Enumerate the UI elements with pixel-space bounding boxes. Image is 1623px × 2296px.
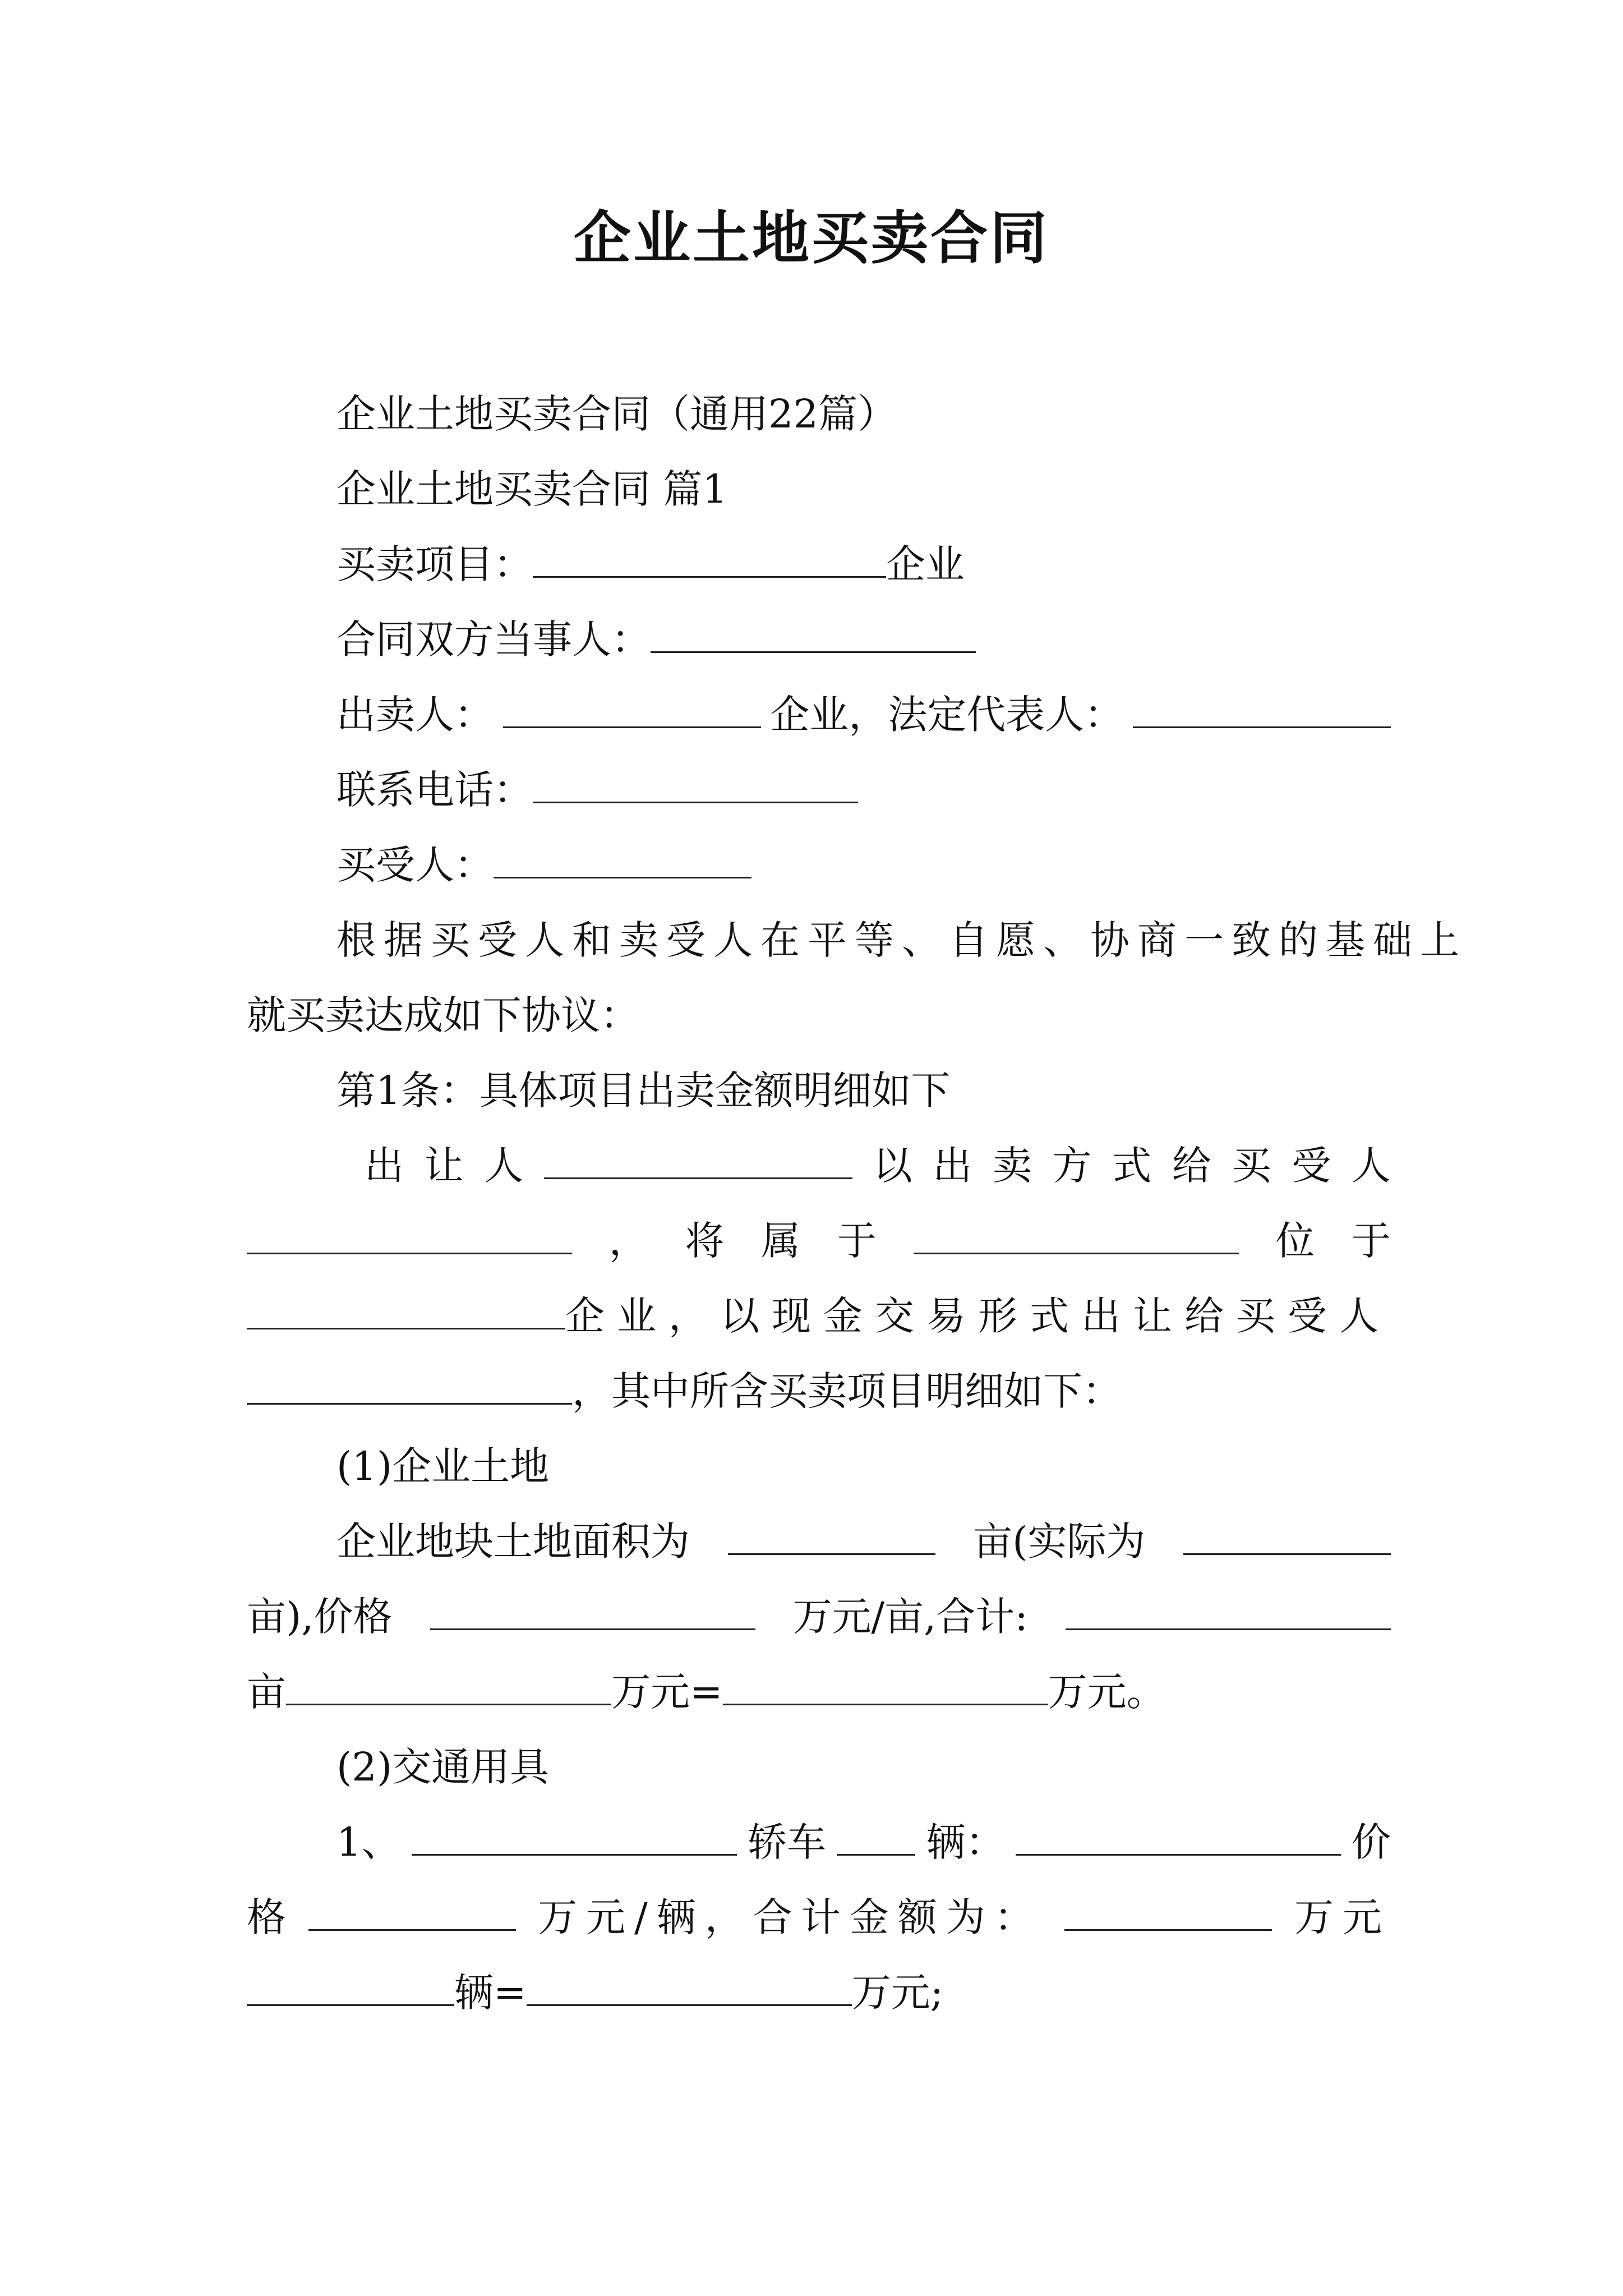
detail-text: ，其中所含买卖项目明细如下： (572, 1368, 1122, 1414)
transfer-word: 式 (1112, 1143, 1152, 1189)
actual-area-blank (1183, 1514, 1391, 1555)
car-amount-blank (1064, 1890, 1272, 1931)
transfer-word: 方 (1052, 1143, 1092, 1189)
section-2: (2)交通用具 (336, 1744, 550, 1790)
mu-blank (286, 1664, 611, 1705)
item-suffix: 企业 (886, 541, 965, 587)
detail-line (247, 1363, 1391, 1419)
belong-word: 于 (837, 1218, 877, 1264)
transfer-word: 以 (873, 1143, 912, 1189)
price-blank (430, 1589, 755, 1630)
car-b: 轿车 (748, 1819, 827, 1865)
belong-word: 属 (761, 1218, 801, 1264)
parties-label: 合同双方当事人： (336, 616, 651, 662)
car-price-c: 万元 (1294, 1894, 1391, 1940)
transferor-blank (544, 1138, 852, 1179)
transfer-word: 人 (1351, 1143, 1391, 1189)
land-total-a: 亩 (247, 1669, 286, 1715)
belong-line (247, 1213, 1391, 1269)
belong-word: ， (608, 1218, 648, 1264)
seller-label: 出卖人： (336, 692, 494, 738)
land-price-a: 亩),价格 (247, 1594, 393, 1640)
transfer-word: 受 (1292, 1143, 1331, 1189)
seller-mid: 企业，法定代表人： (770, 692, 1124, 738)
land-area-b: 亩(实际为 (973, 1519, 1146, 1565)
phone-blank (533, 762, 858, 803)
seller-line (336, 687, 1391, 743)
transfer-word: 让 (424, 1143, 464, 1189)
article-1: 第1条：具体项目出卖金额明细如下 (336, 1068, 951, 1114)
part-heading: 企业土地买卖合同 篇1 (336, 466, 727, 512)
car-total-a: 辆= (454, 1970, 527, 2016)
land-total-b: 万元= (611, 1669, 723, 1715)
car-count-blank (837, 1815, 915, 1856)
phone-line (336, 762, 1391, 818)
car-total-blank (527, 1965, 852, 2006)
car-price-blank (308, 1890, 516, 1931)
document-title: 企业土地买卖合同 (574, 205, 1049, 272)
car-price-line (247, 1889, 1391, 1945)
belong-word: 位 (1275, 1218, 1315, 1264)
basis-line-2: 就买卖达成如下协议： (247, 992, 639, 1038)
item-line (336, 536, 1391, 592)
transfer-word: 卖 (992, 1143, 1032, 1189)
parties-line (336, 611, 1391, 668)
transfer-word: 人 (484, 1143, 524, 1189)
car-detail-blank (1016, 1815, 1341, 1856)
yuan-blank (723, 1664, 1048, 1705)
transfer-word: 买 (1232, 1143, 1271, 1189)
cash-text: 企业，以现金交易形式出让给买受人 (565, 1293, 1391, 1339)
belong-word: 于 (1351, 1218, 1391, 1264)
transfer-line (365, 1138, 1391, 1194)
cash-line (247, 1288, 1391, 1344)
land-total-c: 万元。 (1048, 1669, 1166, 1715)
transfer-word: 出 (933, 1143, 972, 1189)
land-area-a: 企业地块土地面积为 (336, 1519, 690, 1565)
buyer-label: 买受人： (336, 842, 494, 888)
buyer-line (336, 837, 1391, 893)
land-price-b: 万元/亩,合计: (792, 1594, 1028, 1640)
item-label: 买卖项目： (336, 541, 533, 587)
car-price-b: 万元/辆，合计金额为： (538, 1894, 1043, 1940)
car-units-blank (247, 1965, 454, 2006)
owner-blank (914, 1213, 1239, 1254)
car-d: 价 (1351, 1819, 1391, 1865)
car-line (336, 1814, 1391, 1870)
seller-blank (503, 687, 761, 728)
buyer-blank (494, 838, 751, 878)
land-price-line (247, 1589, 1391, 1645)
car-a: 1、 (336, 1819, 401, 1865)
transfer-word: 出 (365, 1143, 404, 1189)
car-c: 辆： (926, 1819, 1005, 1865)
total-blank (1066, 1589, 1391, 1630)
transfer-word: 给 (1172, 1143, 1211, 1189)
parties-blank (651, 612, 976, 653)
document-subtitle: 企业土地买卖合同（通用22篇） (336, 391, 897, 437)
car-total-b: 万元; (851, 1970, 944, 2016)
transferee-blank (247, 1213, 572, 1254)
land-area-line (336, 1513, 1391, 1570)
section-1: (1)企业土地 (336, 1443, 550, 1489)
basis-line-1: 根据买受人和卖受人在平等、自愿、协商一致的基础上 (336, 917, 1467, 963)
car-total-line (247, 1964, 1391, 2021)
item-blank (533, 537, 886, 578)
receiver-blank (247, 1364, 572, 1405)
area-blank (728, 1514, 935, 1555)
car-price-a: 格 (247, 1894, 286, 1940)
phone-label: 联系电话： (336, 767, 533, 813)
representative-blank (1133, 687, 1391, 728)
belong-word: 将 (685, 1218, 725, 1264)
land-total-line (247, 1664, 1391, 1720)
location-blank (247, 1289, 565, 1329)
car-brand-blank (412, 1815, 737, 1856)
